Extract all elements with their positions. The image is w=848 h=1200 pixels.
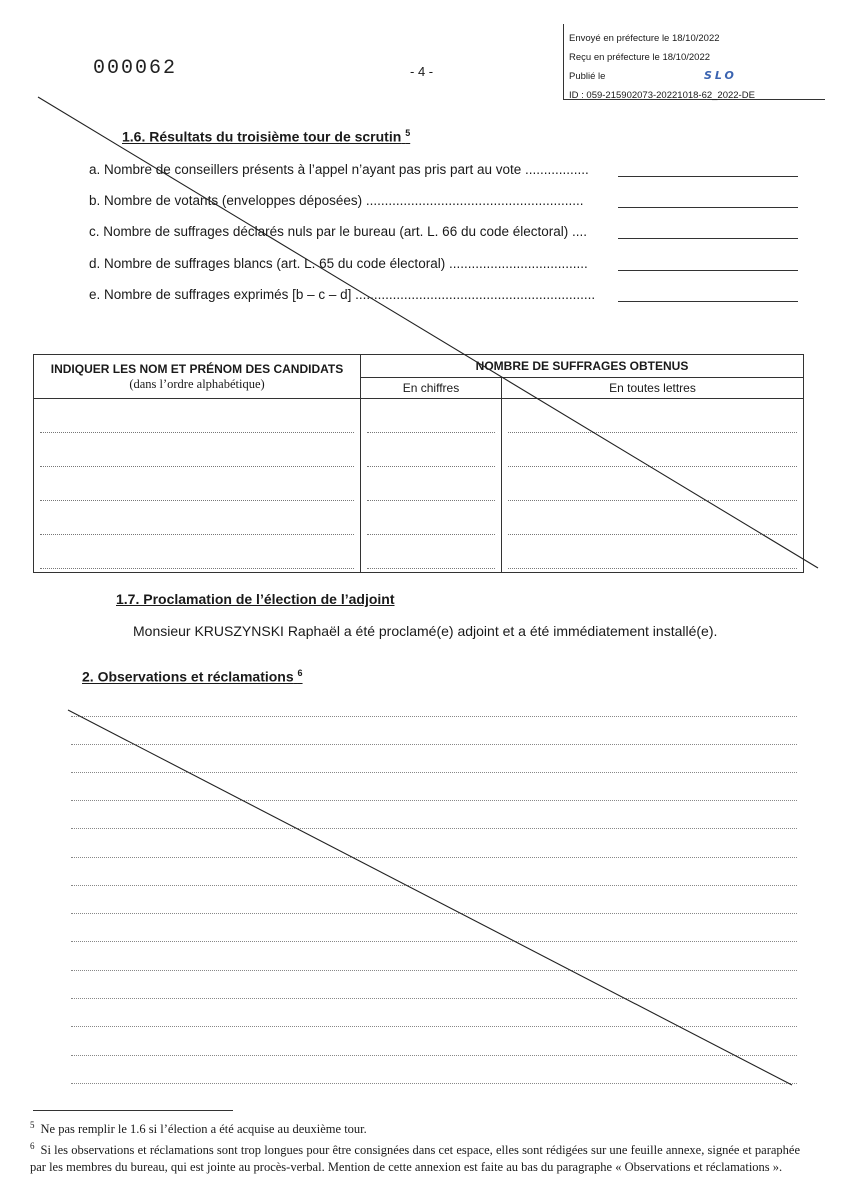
item-e: e. Nombre de suffrages exprimés [b – c – d] ................................................................: [89, 287, 596, 302]
page-number: - 4 -: [410, 64, 434, 79]
votes-words-header: En toutes lettres: [502, 378, 804, 399]
section-1-7-title: 1.7. Proclamation de l’élection de l’adjoint: [116, 591, 395, 607]
stamp-id: ID : 059-215902073-20221018-62_2022-DE: [569, 90, 755, 101]
strike-line-section-1-6: [38, 97, 818, 568]
votes-figures-header: En chiffres: [361, 378, 502, 399]
section-2-title: 2. Observations et réclamations $^6$: [82, 668, 303, 685]
proclamation-text: Monsieur KRUSZYNSKI Raphaël a été proclamé(e) adjoint et a été immédiatement installé(e).: [133, 623, 718, 639]
votes-group-header: NOMBRE DE SUFFRAGES OBTENUS: [361, 355, 804, 378]
footnote-5: $^5$ Ne pas remplir le 1.6 si l’élection a été acquise au deuxième tour.: [30, 1120, 367, 1137]
item-d: d. Nombre de suffrages blancs (art. L. 65 du code électoral) .....................................: [89, 256, 588, 271]
section-1-6-title: 1.6. Résultats du troisième tour de scrutin $^5$: [122, 128, 411, 145]
item-b: b. Nombre de votants (enveloppes déposées) ..........................................................: [89, 193, 584, 208]
candidates-name-header: INDIQUER LES NOM ET PRÉNOM DES CANDIDATS (dans l’ordre alphabétique): [34, 355, 361, 399]
footnote-6: $^6$ Si les observations et réclamations sont trop longues pour être consignées dans cet espace, elles sont rédigées sur une feuille annexe, signée et paraphée par les membres du bureau, qui est jointe au procès-verbal. Mention de cette annexion est faite au bas du paragraphe « Observations et réclamations ».: [30, 1141, 800, 1175]
document-number: 000062: [93, 57, 178, 80]
item-c: c. Nombre de suffrages déclarés nuls par le bureau (art. L. 66 du code électoral) ....: [89, 224, 588, 239]
stamp-sent: Envoyé en préfecture le 18/10/2022: [569, 33, 720, 44]
item-a: a. Nombre de conseillers présents à l’appel n’ayant pas pris part au vote .................: [89, 162, 589, 177]
stamp-published: Publié le: [569, 71, 606, 82]
slo-logo: SLO: [704, 69, 737, 82]
stamp-received: Reçu en préfecture le 18/10/2022: [569, 52, 711, 63]
strike-line-observations: [68, 710, 792, 1085]
